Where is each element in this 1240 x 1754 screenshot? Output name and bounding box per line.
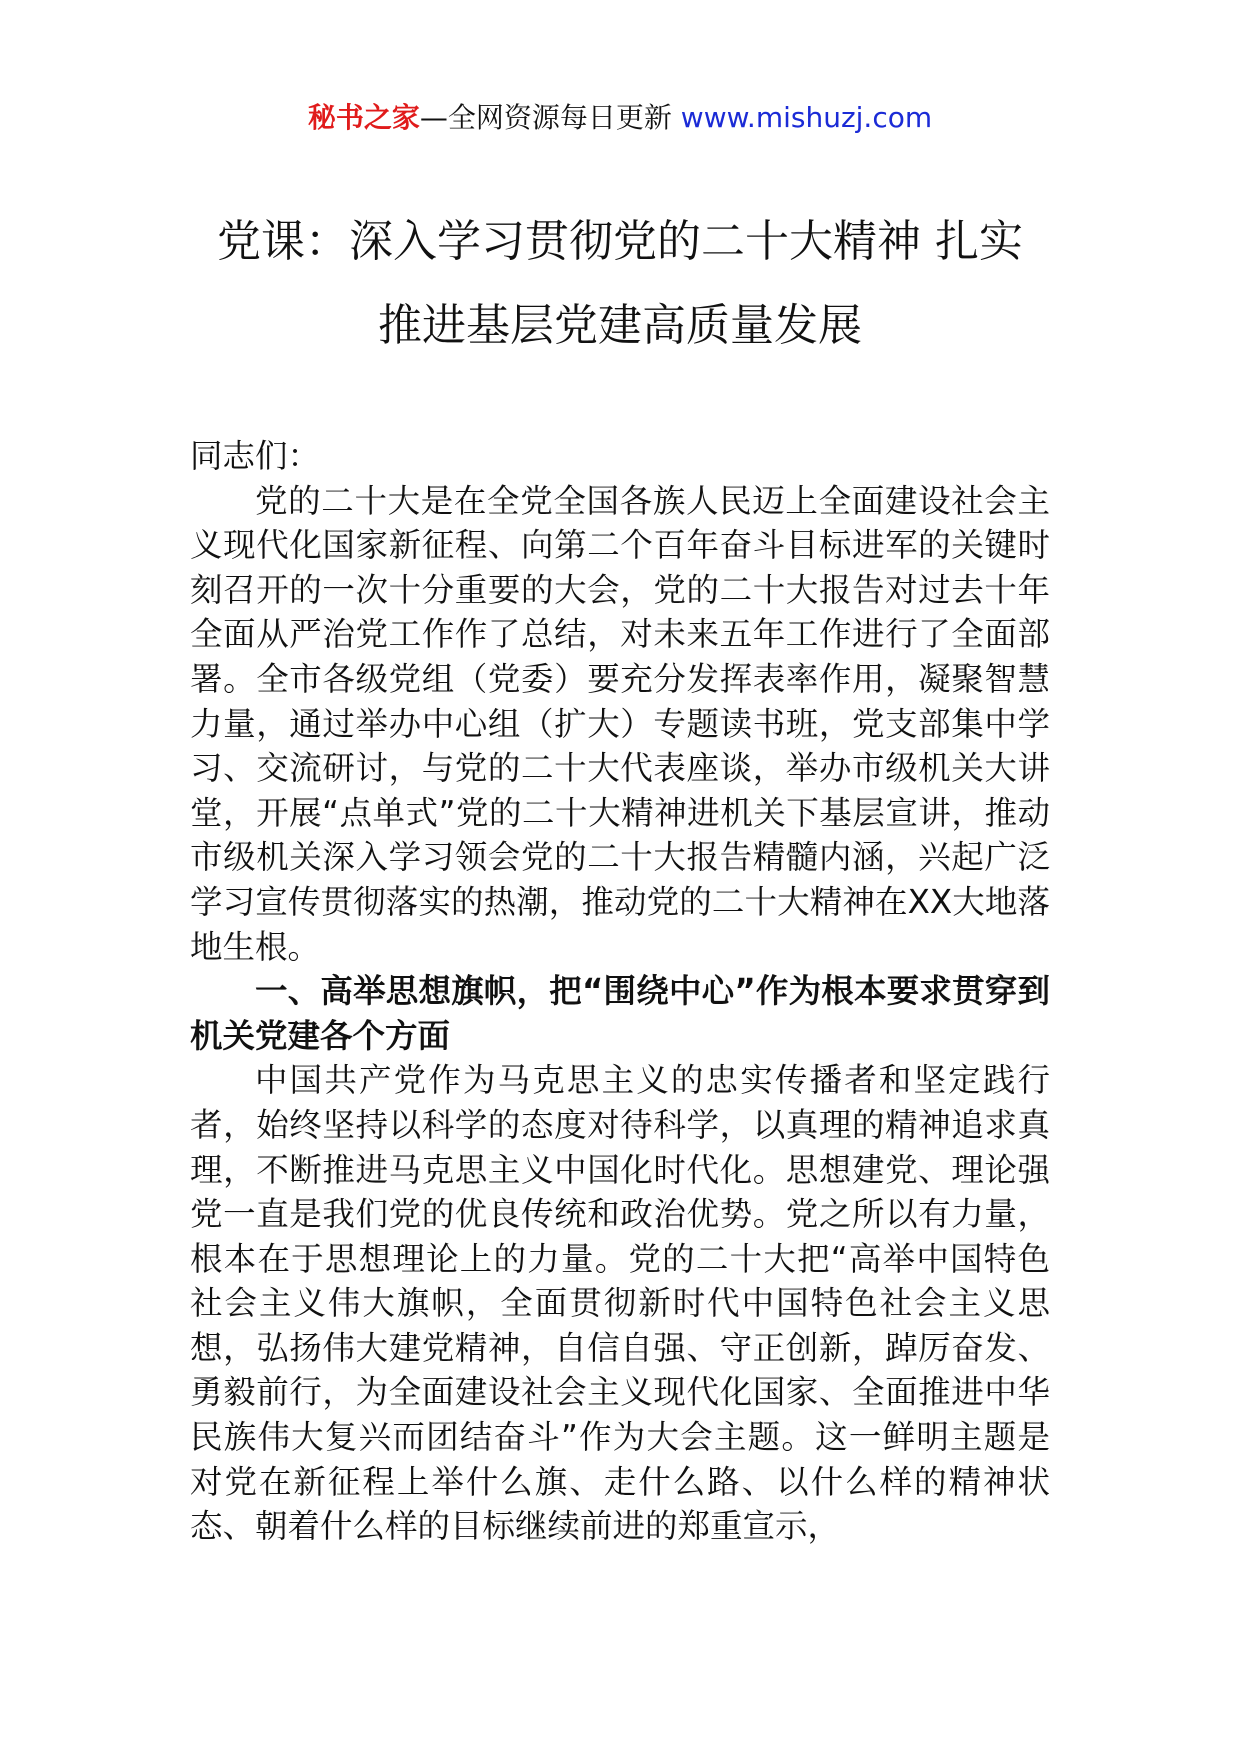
title-line-1: 党课：深入学习贯彻党的二十大精神 扎实 <box>217 216 1023 267</box>
site-url-link[interactable]: www.mishuzj.com <box>671 101 933 134</box>
document-body <box>190 434 1050 1549</box>
document-title <box>150 200 1090 368</box>
paragraph-intro: 党的二十大是在全党全国各族人民迈上全面建设社会主义现代化国家新征程、向第二个百年奋斗目标进军的关键时刻召开的一次十分重要的大会，党的二十大报告对过去十年全面从严治党工作作了总结，对未来五年工作进行了全面部署。全市各级党组（党委）要充分发挥表率作用，凝聚智慧力量，通过举办中心组（扩大）专题读书班，党支部集中学习、交流研讨，与党的二十大代表座谈，举办市级机关大讲堂，开展“点单式”党的二十大精神进机关下基层宣讲，推动市级机关深入学习领会党的二十大报告精髓内涵，兴起广泛学习宣传贯彻落实的热潮，推动党的二十大精神在XX大地落地生根。 <box>190 481 1050 966</box>
section-heading-1: 一、高举思想旗帜，把“围绕中心”作为根本要求贯穿到机关党建各个方面 <box>190 972 1050 1055</box>
paragraph-section-1: 中国共产党作为马克思主义的忠实传播者和坚定践行者，始终坚持以科学的态度对待科学，以真理的精神追求真理，不断推进马克思主义中国化时代化。思想建党、理论强党一直是我们党的优良传统和政治优势。党之所以有力量，根本在于思想理论上的力量。党的二十大把“高举中国特色社会主义伟大旗帜，全面贯彻新时代中国特色社会主义思想，弘扬伟大建党精神，自信自强、守正创新，踔厉奋发、勇毅前行，为全面建设社会主义现代化国家、全面推进中华民族伟大复兴而团结奋斗”作为大会主题。这一鲜明主题是对党在新征程上举什么旗、走什么路、以什么样的精神状态、朝着什么样的目标继续前进的郑重宣示， <box>190 1061 1050 1546</box>
site-slogan: —全网资源每日更新 <box>419 101 672 134</box>
title-line-2: 推进基层党建高质量发展 <box>378 300 862 351</box>
greeting: 同志们： <box>190 437 321 475</box>
brand-name: 秘书之家 <box>307 101 420 134</box>
site-header <box>0 98 1240 138</box>
